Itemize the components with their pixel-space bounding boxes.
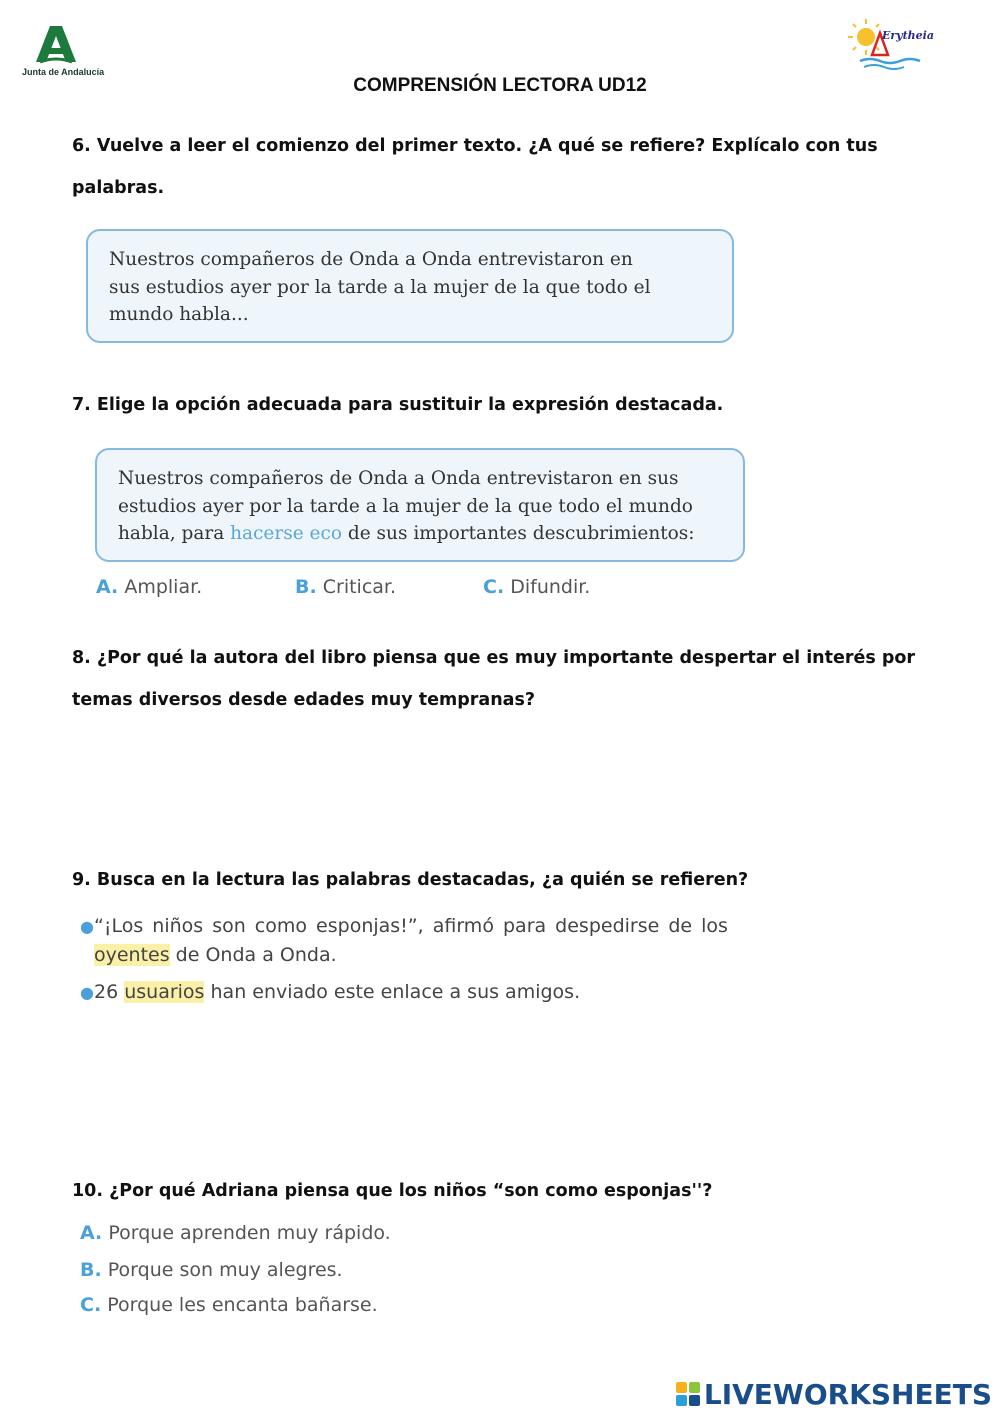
option-text: Criticar. <box>322 576 397 598</box>
q9-bullet-1 <box>80 912 740 970</box>
question-8-line-2: temas diversos desde edades muy tempranas? <box>72 690 536 710</box>
option-text: Porque aprenden muy rápido. <box>108 1222 391 1244</box>
highlighted-expression: hacerse eco <box>230 523 342 544</box>
question-6-line-1: 6. Vuelve a leer el comienzo del primer texto. ¿A qué se refiere? Explícalo con tus <box>72 136 878 156</box>
question-6 <box>72 125 932 209</box>
option-letter: B. <box>80 1259 102 1281</box>
question-8-line-1: 8. ¿Por qué la autora del libro piensa que es muy importante despertar el interés por <box>72 648 916 668</box>
liveworksheets-blocks-icon <box>676 1382 700 1406</box>
quote-box-q7 <box>95 448 745 562</box>
quote-q7-line-2: estudios ayer por la tarde a la mujer de la que todo el mundo <box>118 495 693 517</box>
junta-emblem-icon <box>20 22 120 67</box>
q10-option-b[interactable] <box>80 1259 343 1281</box>
sun-sea-emblem-icon <box>842 15 942 80</box>
q7-option-b[interactable] <box>295 576 396 598</box>
quote-q6-line-1: Nuestros compañeros de Onda a Onda entrevistaron en <box>109 249 633 270</box>
q9-bullet-1-line-1: “¡Los niños son como esponjas!”, afirmó para despedirse de los <box>94 915 728 937</box>
question-8 <box>72 637 932 721</box>
q9-bullet-2 <box>80 978 740 1007</box>
q7-option-a[interactable] <box>96 576 202 598</box>
option-letter: C. <box>80 1294 102 1316</box>
q9-bullet-2-start: 26 <box>94 981 125 1003</box>
q10-option-c[interactable] <box>80 1294 378 1316</box>
q9-bullet-2-end: han enviado este enlace a sus amigos. <box>204 981 581 1003</box>
quote-q6-line-2: sus estudios ayer por la tarde a la mujer de la que todo el <box>109 276 651 298</box>
quote-q7-line-3 <box>118 520 723 548</box>
highlighted-word-oyentes: oyentes <box>94 944 170 966</box>
option-text: Ampliar. <box>124 576 203 598</box>
liveworksheets-logo[interactable] <box>676 1374 992 1414</box>
q9-bullet-1-line-2-rest: de Onda a Onda. <box>169 944 337 966</box>
option-text: Porque les encanta bañarse. <box>107 1294 378 1316</box>
liveworksheets-brand-text: LIVEWORKSHEETS <box>703 1377 992 1411</box>
quote-box-q6 <box>86 229 734 343</box>
quote-q7-line-3-end: de sus importantes descubrimientos: <box>342 523 695 544</box>
q7-option-c[interactable] <box>483 576 590 598</box>
option-letter: A. <box>80 1222 103 1244</box>
question-6-line-2: palabras. <box>72 178 165 198</box>
option-text: Porque son muy alegres. <box>107 1259 343 1281</box>
option-letter: C. <box>483 576 505 598</box>
option-letter: A. <box>96 576 119 598</box>
q9-bullet-1-line-2 <box>94 941 728 970</box>
option-text: Difundir. <box>510 576 591 598</box>
q9-bullet-list <box>80 912 740 1007</box>
question-7: 7. Elige la opción adecuada para sustituir la expresión destacada. <box>72 395 724 415</box>
quote-q6-line-3: mundo habla... <box>109 304 249 325</box>
bullet-dot-icon: ● <box>80 983 94 1002</box>
junta-logo-caption: Junta de Andalucía <box>22 67 105 77</box>
quote-q7-line-1: Nuestros compañeros de Onda a Onda entrevistaron en sus <box>118 468 679 489</box>
q10-option-a[interactable] <box>80 1222 391 1244</box>
question-9: 9. Busca en la lectura las palabras destacadas, ¿a quién se refieren? <box>72 870 749 890</box>
question-10: 10. ¿Por qué Adriana piensa que los niños “son como esponjas''? <box>72 1181 713 1201</box>
highlighted-word-usuarios: usuarios <box>124 981 205 1003</box>
quote-q7-line-3-start: habla, para <box>118 523 231 544</box>
erytheia-logo-caption: Erytheia <box>882 29 934 42</box>
option-letter: B. <box>295 576 317 598</box>
bullet-dot-icon: ● <box>80 917 94 936</box>
page-title: COMPRENSIÓN LECTORA UD12 <box>353 75 647 96</box>
erytheia-logo <box>842 15 942 80</box>
